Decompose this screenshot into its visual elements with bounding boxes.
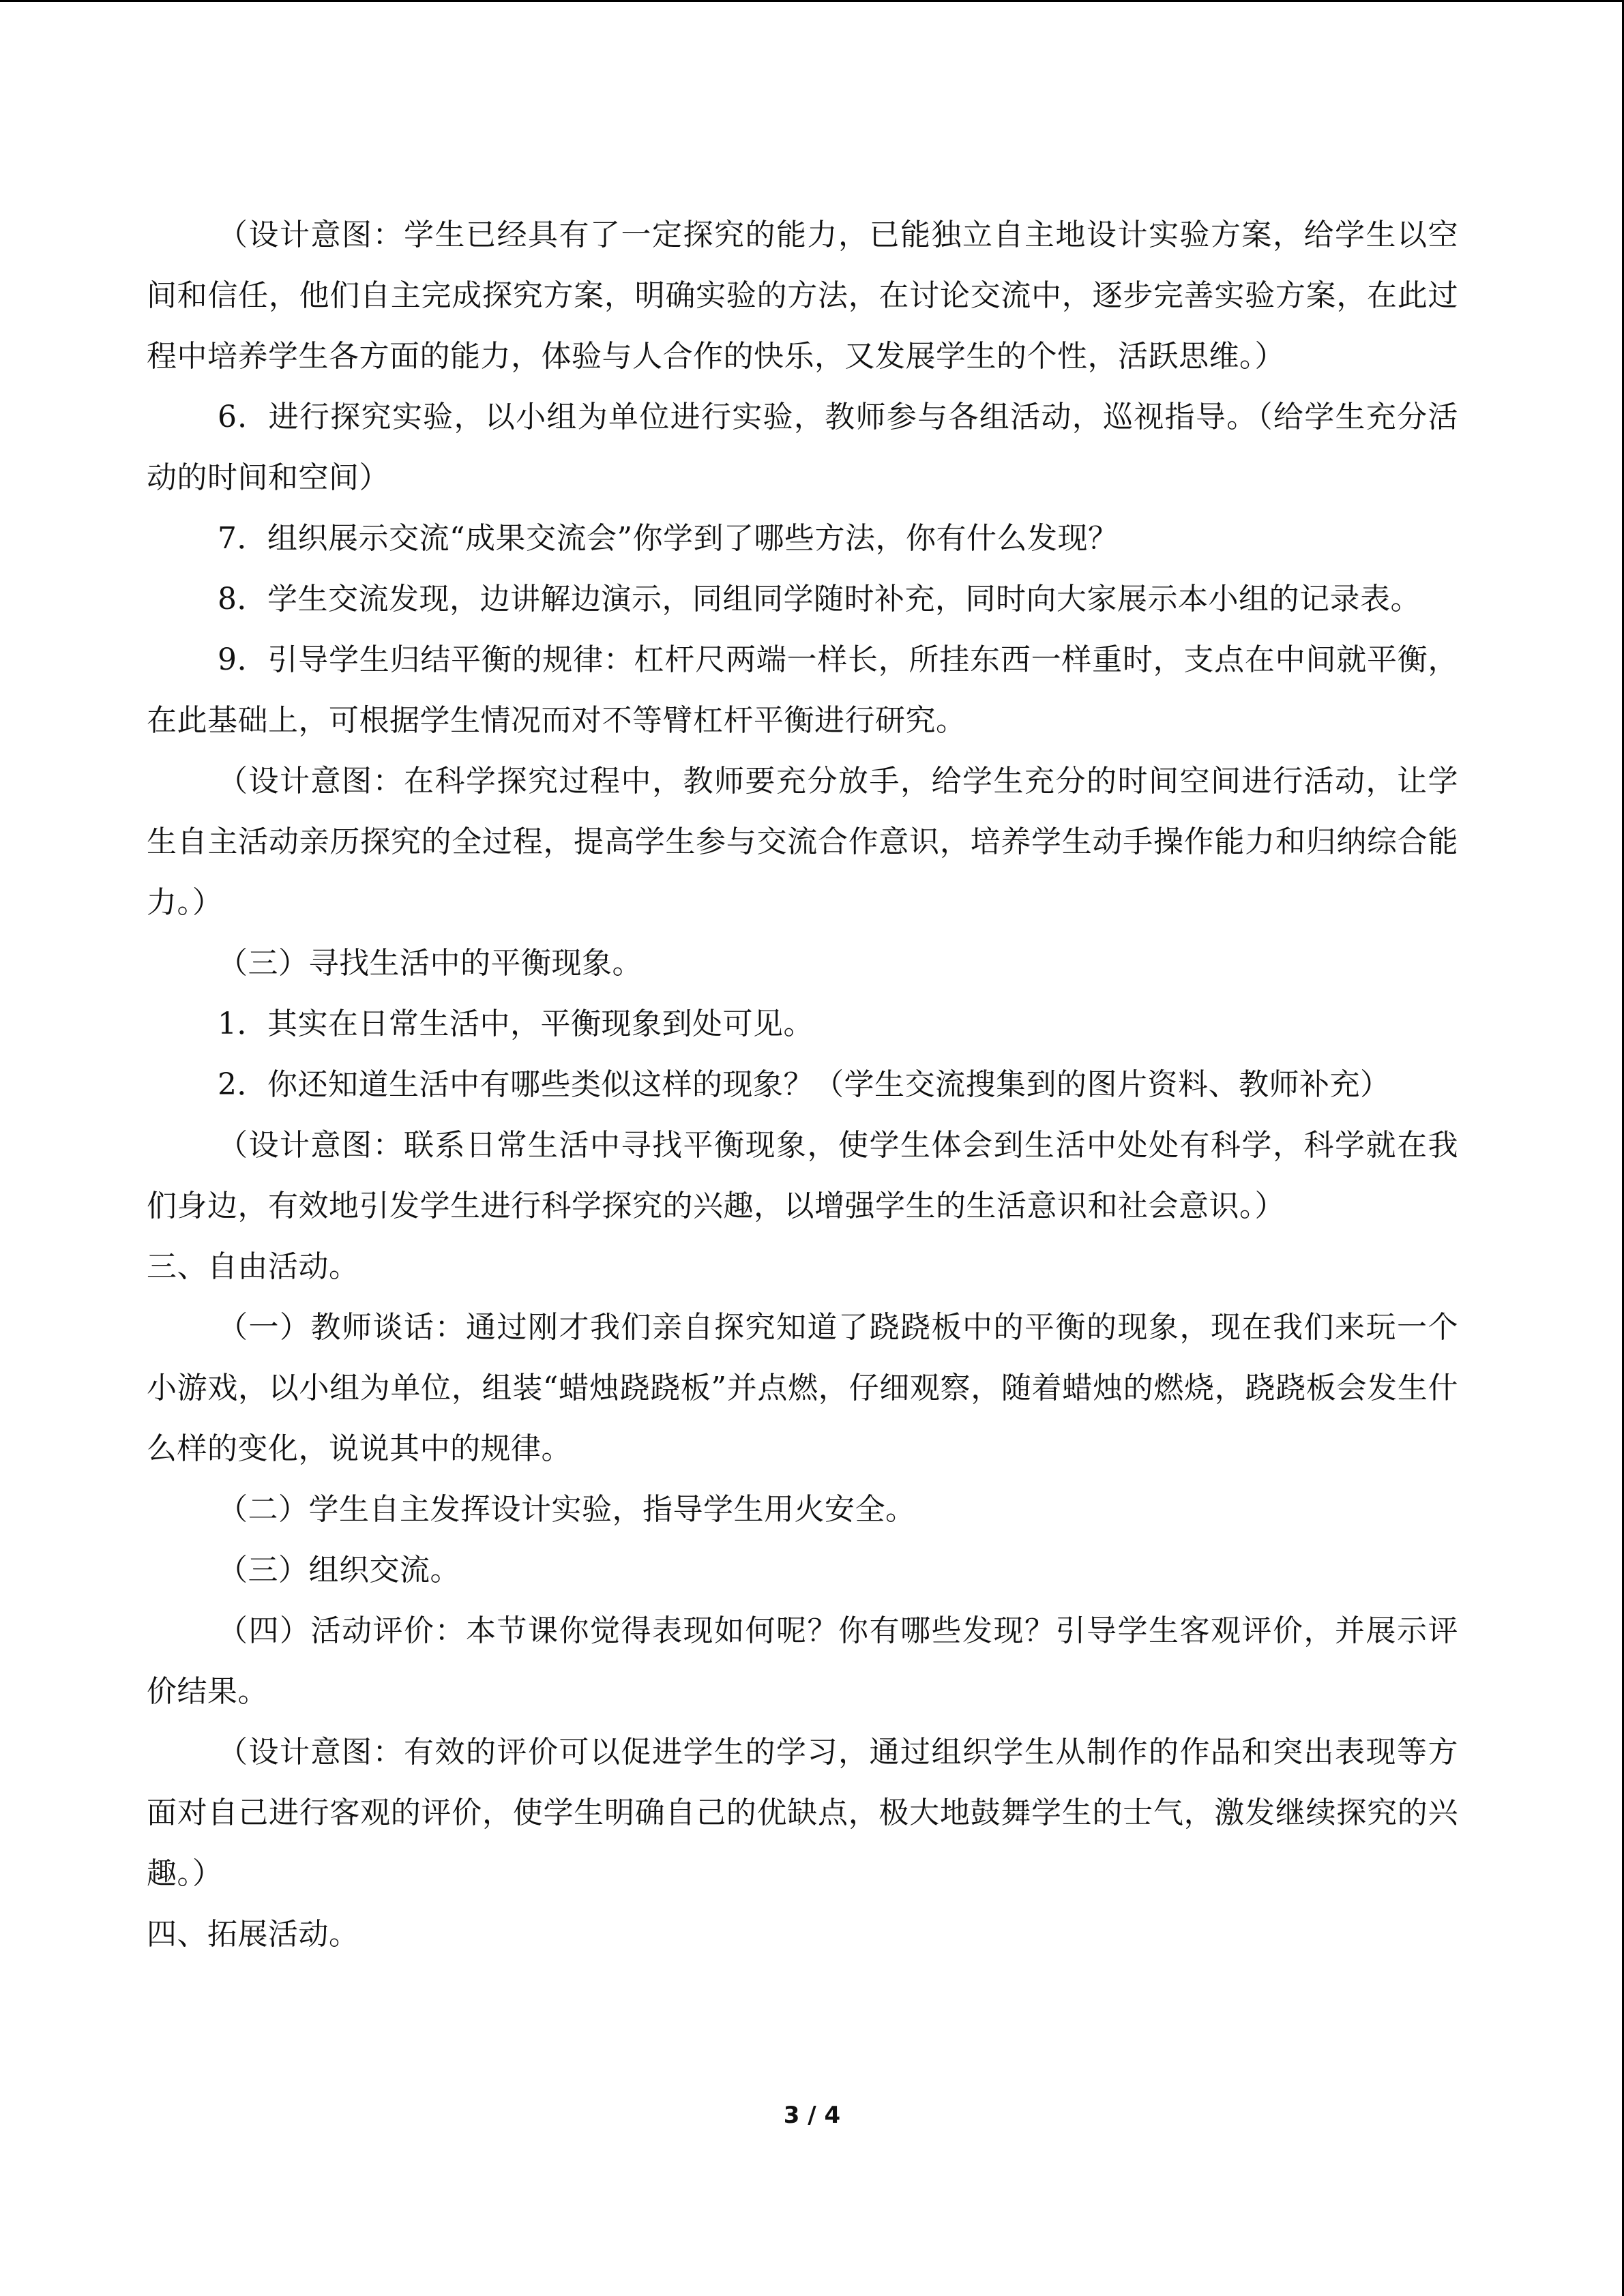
- paragraph-daily-life-2: 2．你还知道生活中有哪些类似这样的现象？（学生交流搜集到的图片资料、教师补充）: [218, 1067, 1391, 1102]
- paragraph-activity-evaluation: （四）活动评价：本节课你觉得表现如何呢？你有哪些发现？引导学生客观评价，并展示评价结果。: [147, 1613, 1458, 1709]
- paragraph-step-7: 7．组织展示交流“成果交流会”你学到了哪些方法，你有什么发现？: [218, 521, 1119, 556]
- paragraph-organize-exchange: （三）组织交流。: [218, 1553, 460, 1587]
- paragraph-student-design: （二）学生自主发挥设计实验，指导学生用火安全。: [218, 1492, 916, 1527]
- paragraph-teacher-talk: （一）教师谈话：通过刚才我们亲自探究知道了跷跷板中的平衡的现象，现在我们来玩一个小游戏，以小组为单位，组装“蜡烛跷跷板”并点燃，仔细观察，随着蜡烛的燃烧，跷跷板会发生什么样的变化，说说其中的规律。: [147, 1310, 1458, 1466]
- paragraph-step-9: 9．引导学生归结平衡的规律：杠杆尺两端一样长，所挂东西一样重时，支点在中间就平衡，在此基础上，可根据学生情况而对不等臂杠杆平衡进行研究。: [147, 642, 1458, 738]
- section-heading-free-activity: 三、自由活动。: [147, 1249, 359, 1284]
- paragraph-step-8: 8．学生交流发现，边讲解边演示，同组同学随时补充，同时向大家展示本小组的记录表。: [218, 582, 1421, 616]
- paragraph-design-intent-4: （设计意图：有效的评价可以促进学生的学习，通过组织学生从制作的作品和突出表现等方面对自己进行客观的评价，使学生明确自己的优缺点，极大地鼓舞学生的士气，激发继续探究的兴趣。）: [147, 1735, 1458, 1891]
- paragraph-design-intent-1: （设计意图：学生已经具有了一定探究的能力，已能独立自主地设计实验方案，给学生以空间和信任，他们自主完成探究方案，明确实验的方法，在讨论交流中，逐步完善实验方案，在此过程中培养学生各方面的能力，体验与人合作的快乐，又发展学生的个性，活跃思维。）: [147, 218, 1458, 374]
- page-number: 3 / 4: [783, 2102, 841, 2129]
- paragraph-step-6: 6．进行探究实验，以小组为单位进行实验，教师参与各组活动，巡视指导。（给学生充分活动的时间和空间）: [147, 400, 1458, 495]
- paragraph-daily-life-1: 1．其实在日常生活中，平衡现象到处可见。: [218, 1007, 814, 1041]
- paragraph-design-intent-3: （设计意图：联系日常生活中寻找平衡现象，使学生体会到生活中处处有科学，科学就在我们身边，有效地引发学生进行科学探究的兴趣，以增强学生的生活意识和社会意识。）: [147, 1128, 1458, 1223]
- section-heading-extension-activity: 四、拓展活动。: [147, 1917, 359, 1952]
- document-body: [147, 205, 1458, 1965]
- paragraph-design-intent-2: （设计意图：在科学探究过程中，教师要充分放手，给学生充分的时间空间进行活动，让学生自主活动亲历探究的全过程，提高学生参与交流合作意识，培养学生动手操作能力和归纳综合能力。）: [147, 764, 1458, 920]
- section-heading-find-balance: （三）寻找生活中的平衡现象。: [218, 946, 643, 981]
